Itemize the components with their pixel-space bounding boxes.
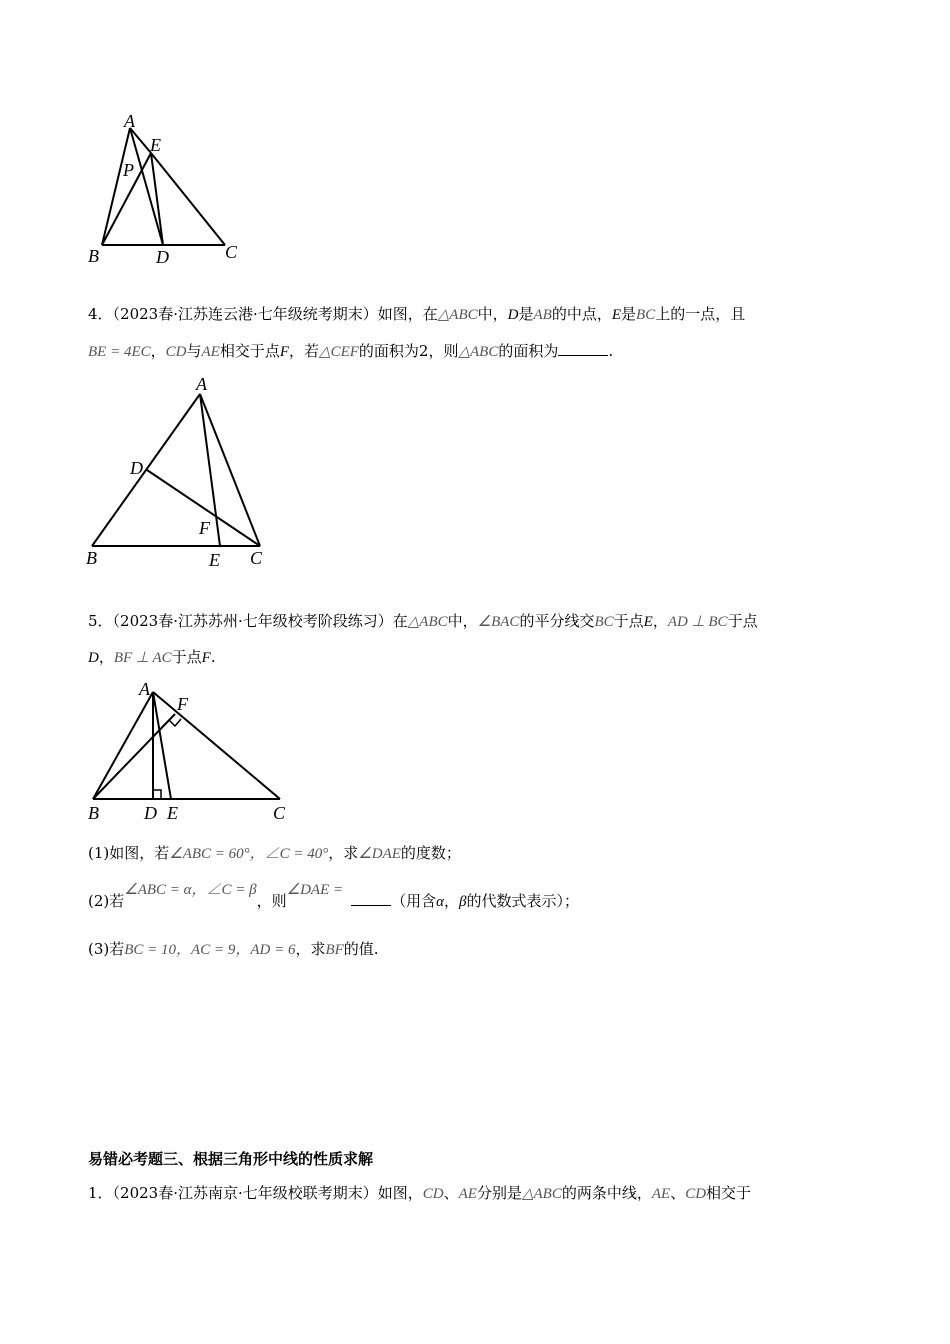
figure-2 (80, 370, 280, 575)
label-D: D (144, 803, 157, 823)
q4-text: 是 (518, 305, 534, 323)
q4-text: 的面积为 (498, 342, 559, 360)
q4-math-be-eq: BE = 4EC (88, 344, 151, 360)
q5-line-1 (88, 610, 758, 633)
sub2-alpha: α (436, 894, 445, 910)
segment-AC (153, 692, 280, 799)
label-E: E (150, 135, 161, 155)
q5-math-ad-perp: AD ⊥ BC (667, 614, 728, 630)
q1-math-cd: CD (422, 1186, 444, 1202)
q4-math-cd: CD (165, 344, 187, 360)
q5-text: 中， (447, 612, 478, 630)
q1-math-abc: △ABC (521, 1186, 562, 1202)
q4-point-e: E (611, 307, 622, 323)
label-C: C (225, 242, 238, 262)
label-B: B (88, 803, 99, 823)
q4-math-cef: △CEF (319, 344, 359, 360)
q1-text: 相交于 (706, 1184, 752, 1202)
sub2-answer-blank[interactable] (351, 891, 391, 906)
q1-text: 的两条中线， (561, 1184, 652, 1202)
q4-line-2 (88, 340, 613, 363)
sub3-math-bf: BF (325, 942, 344, 958)
q1-number: 1． (88, 1184, 113, 1202)
label-E: E (167, 803, 178, 823)
q1-text: 、 (670, 1184, 686, 1202)
sub2-math-angles: ∠ABC = α，∠C = β (124, 882, 257, 898)
q4-math-abc-2: △ABC (458, 344, 499, 360)
q5-math-abc: △ABC (407, 614, 448, 630)
q5-point-e: E (643, 614, 653, 630)
q5-math-bc: BC (594, 614, 614, 630)
segment-AB (102, 128, 130, 245)
q1-math-ae-2: AE (651, 1186, 671, 1202)
label-B: B (86, 548, 97, 568)
q1-text: 分别是 (476, 1184, 522, 1202)
segment-AB (92, 394, 200, 546)
q4-text: 与 (186, 342, 202, 360)
label-A: A (124, 111, 135, 131)
q4-text: 的面积为2，则 (358, 342, 459, 360)
figure-3 (80, 676, 300, 826)
sub1-math-angles: ∠ABC = 60°，∠C = 40° (169, 846, 329, 862)
sub1-math-dae: ∠DAE (358, 846, 401, 862)
sub2-math-dae: ∠DAE = (286, 882, 344, 898)
q5-point-d: D (88, 650, 99, 666)
q5-sub-3 (88, 938, 379, 961)
q4-text: ，若 (289, 342, 320, 360)
q4-text: 的中点， (551, 305, 612, 323)
q5-line-2 (88, 646, 216, 669)
label-B: B (88, 246, 99, 266)
q5-source: （2023春·江苏苏州·七年级校考阶段练习）在 (112, 612, 408, 630)
sub3-math-values: BC = 10，AC = 9，AD = 6 (124, 942, 296, 958)
label-C: C (273, 803, 286, 823)
q5-math-angle-bac: ∠BAC (477, 614, 520, 630)
sub1-text: (1)如图，若 (88, 844, 170, 862)
q4-text: . (608, 342, 614, 360)
q4-line-1 (88, 303, 745, 326)
q5-text: ， (98, 648, 114, 666)
right-angle-mark-d (153, 790, 161, 799)
label-D: D (130, 458, 143, 478)
label-C: C (250, 548, 263, 568)
q4-text: 相交于点 (219, 342, 280, 360)
q4-answer-blank[interactable] (558, 341, 608, 356)
sub3-text: ，求 (295, 940, 326, 958)
q5-text: 于点 (613, 612, 644, 630)
label-A: A (196, 374, 207, 394)
q5-number: 5． (88, 612, 113, 630)
q4-math-bc: BC (636, 307, 656, 323)
q4-text: ， (150, 342, 166, 360)
right-angle-mark-f (169, 719, 181, 726)
label-F: F (199, 518, 210, 538)
segment-AE (153, 692, 171, 799)
q1-source: （2023春·江苏南京·七年级校联考期末）如图， (112, 1184, 423, 1202)
section-heading: 易错必考题三、根据三角形中线的性质求解 (88, 1150, 374, 1168)
q4-text: 上的一点，且 (655, 305, 746, 323)
q5-text: . (210, 648, 216, 666)
sub1-text: 的度数； (400, 844, 461, 862)
sub2-text: ，则 (256, 892, 287, 910)
q4-source: （2023春·江苏连云港·七年级统考期末）如图，在 (112, 305, 438, 323)
q4-math-ae: AE (201, 344, 220, 360)
sub2-text: （用含 (391, 892, 437, 910)
q4-text: 是 (621, 305, 637, 323)
q5-text: ， (652, 612, 668, 630)
q5-sub-1 (88, 842, 461, 865)
q5-sub-2 (88, 882, 580, 913)
sub3-text: 的值. (343, 940, 379, 958)
q1-math-cd-2: CD (685, 1186, 707, 1202)
q1-text: 、 (443, 1184, 459, 1202)
sub2-text: ， (444, 892, 460, 910)
q1-line-1 (88, 1182, 751, 1205)
label-D: D (156, 247, 169, 267)
sub2-text: 的代数式表示）； (466, 892, 580, 910)
q5-text: 的平分线交 (519, 612, 595, 630)
q4-point-f: F (279, 344, 290, 360)
sub1-text: ，求 (328, 844, 359, 862)
q5-point-f: F (201, 650, 211, 666)
sub2-text: (2)若 (88, 892, 125, 910)
sub3-text: (3)若 (88, 940, 125, 958)
figure-1 (80, 108, 260, 268)
q5-math-bf-perp: BF ⊥ AC (113, 650, 172, 666)
label-E: E (209, 550, 220, 570)
q4-math-ab: AB (533, 307, 552, 323)
q5-text: 于点 (727, 612, 758, 630)
q4-number: 4． (88, 305, 113, 323)
label-F: F (177, 694, 188, 714)
q5-text: 于点 (171, 648, 202, 666)
q4-point-d: D (507, 307, 519, 323)
label-A: A (139, 679, 150, 699)
q1-math-ae: AE (458, 1186, 477, 1202)
q4-math-abc: △ABC (437, 307, 478, 323)
sub2-beta: β (459, 894, 467, 910)
q4-text: 中， (477, 305, 508, 323)
label-P: P (123, 160, 134, 180)
